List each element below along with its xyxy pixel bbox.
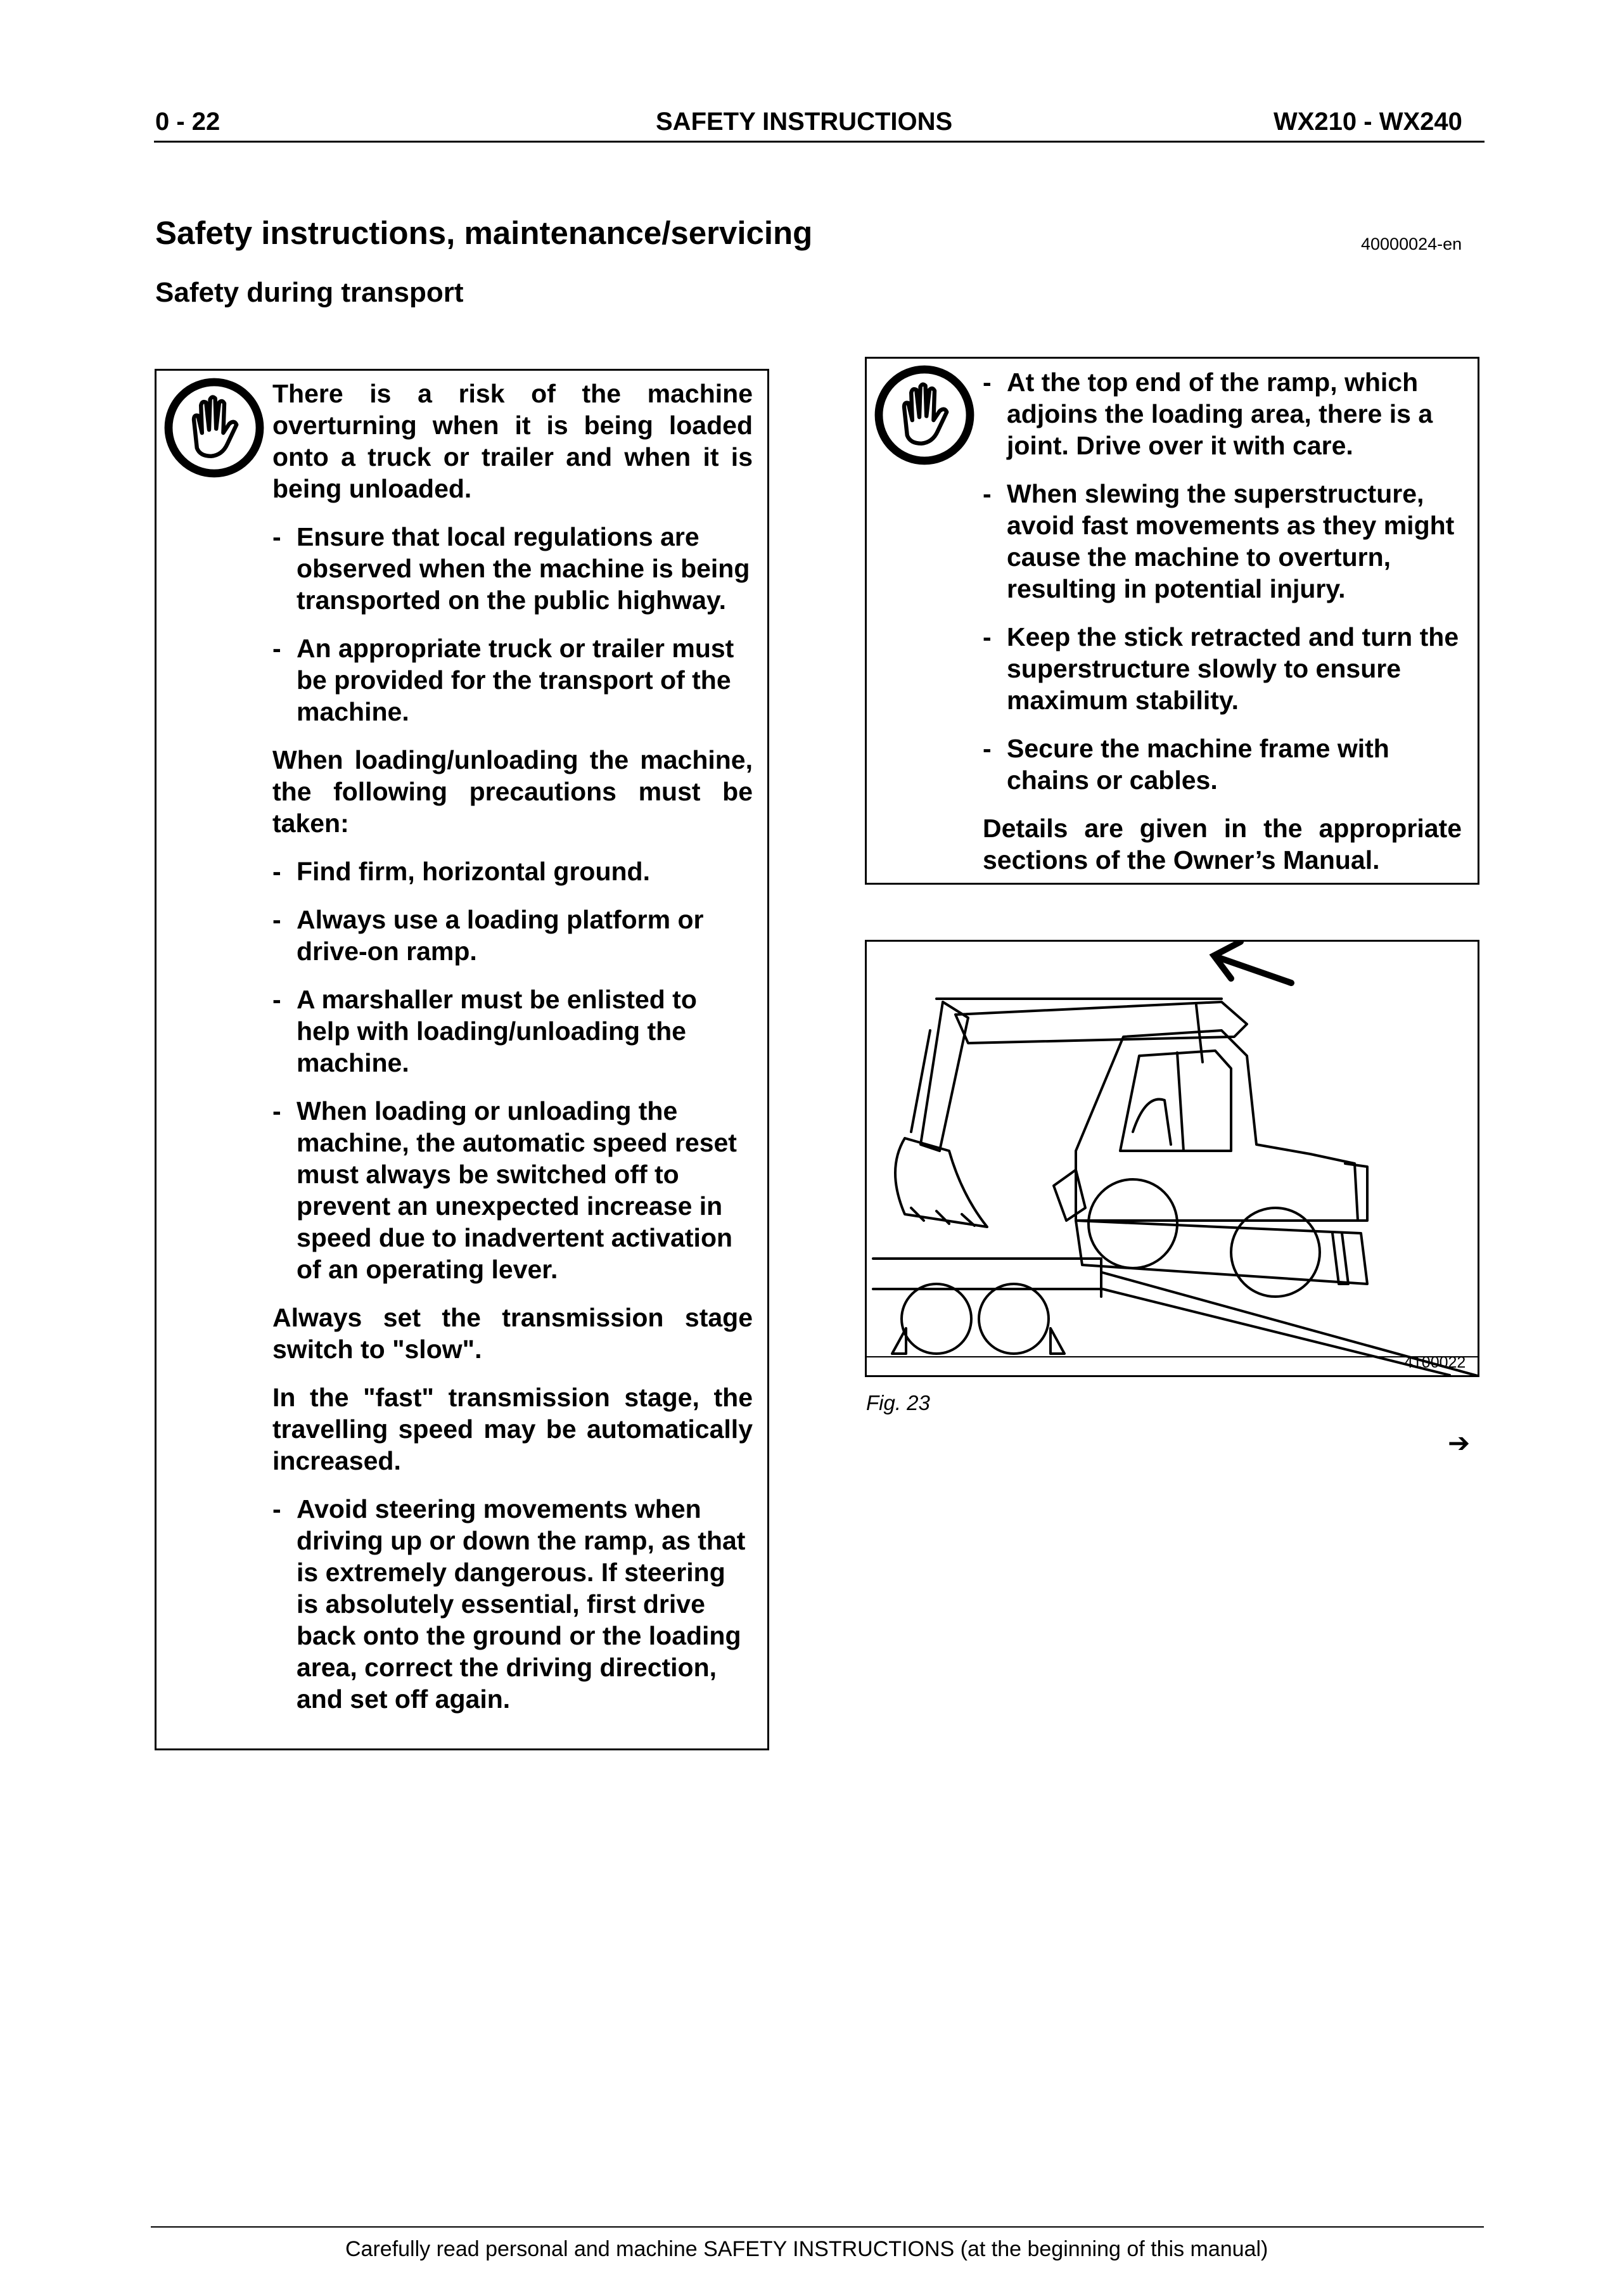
note-transmission-fast: In the "fast" transmission stage, the travelling speed may be automatically increased.	[272, 1383, 753, 1475]
page-title: Safety instructions, maintenance/servicing	[155, 215, 813, 251]
footer-rule	[151, 2226, 1484, 2228]
list-item: - Keep the stick retracted and turn the superstructure slowly to ensure maximum stability.	[983, 622, 1459, 715]
list-item: - Avoid steering movements when driving up or down the ramp, as that is extremely dangerous. If steering is absolutely essential, first drive back onto the ground or the loading area, correct the driving direction, and set off again.	[272, 1494, 746, 1714]
doc-id: 40000024-en	[1361, 234, 1462, 253]
list-item: - Ensure that local regulations are observed when the machine is being transported on the public highway.	[272, 522, 750, 615]
list-item: - Always use a loading platform or drive-on ramp.	[272, 905, 704, 966]
list-item: - Secure the machine frame with chains or cables.	[983, 734, 1389, 795]
list-item: - When slewing the superstructure, avoid fast movements as they might cause the machine to overturn, resulting in potential injury.	[983, 479, 1455, 603]
details-note: Details are given in the appropriate sections of the Owner’s Manual.	[983, 814, 1462, 875]
page-number: 0 - 22	[155, 108, 220, 136]
list-item: - Find firm, horizontal ground.	[272, 857, 650, 886]
note-transmission-slow: Always set the transmission stage switch to "slow".	[272, 1303, 753, 1364]
continue-arrow-icon: ➔	[1448, 1428, 1471, 1458]
warning-text-left	[272, 378, 753, 1731]
warning-text-right	[983, 366, 1462, 892]
list-item: - When loading or unloading the machine, the automatic speed reset must always be switched off to prevent an unexpected increase in speed due to inadvertent activation of an operating lever.	[272, 1096, 737, 1284]
figure-caption: Fig. 23	[866, 1391, 930, 1414]
header-model: WX210 - WX240	[1274, 108, 1462, 136]
figure-frame	[865, 940, 1479, 1377]
precautions-intro: When loading/unloading the machine, the following precautions must be taken:	[272, 745, 753, 838]
stop-hand-icon	[874, 364, 975, 466]
header-section: SAFETY INSTRUCTIONS	[656, 108, 953, 136]
header-rule	[154, 141, 1485, 143]
excavator-loading-illustration	[867, 942, 1478, 1375]
footer-note: Carefully read personal and machine SAFETY INSTRUCTIONS (at the beginning of this manual)	[345, 2237, 1268, 2261]
list-item: - An appropriate truck or trailer must be provided for the transport of the machine.	[272, 634, 734, 726]
stop-hand-icon	[163, 377, 265, 478]
list-item: - A marshaller must be enlisted to help with loading/unloading the machine.	[272, 985, 697, 1077]
warning-intro: There is a risk of the machine overturning when it is being loaded onto a truck or trailer and when it is being unloaded.	[272, 379, 753, 503]
list-item: - At the top end of the ramp, which adjoins the loading area, there is a joint. Drive over it with care.	[983, 368, 1433, 460]
figure-number: 4100022	[1404, 1354, 1466, 1371]
section-subtitle: Safety during transport	[155, 277, 464, 308]
